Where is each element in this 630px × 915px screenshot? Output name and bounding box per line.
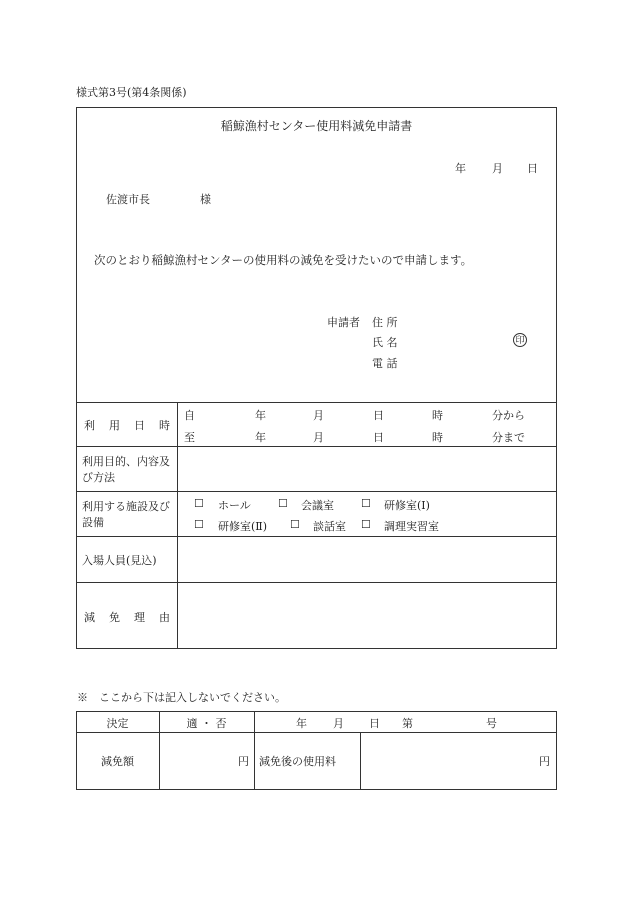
checkbox-training-room-1[interactable]: ☐ xyxy=(361,497,371,510)
date-month: 月 xyxy=(492,162,503,175)
from-day: 日 xyxy=(373,409,384,422)
from-year: 年 xyxy=(255,409,266,422)
to-hour: 時 xyxy=(432,431,443,444)
fee-after-yen: 円 xyxy=(539,755,550,768)
to-minute: 分まで xyxy=(492,431,525,444)
approve-reject: 適 ・ 否 xyxy=(186,717,227,730)
option-hall: ホール xyxy=(218,499,251,512)
checkbox-lounge[interactable]: ☐ xyxy=(290,518,300,531)
divider xyxy=(76,582,557,583)
to-day: 日 xyxy=(373,431,384,444)
checkbox-training-room-2[interactable]: ☐ xyxy=(194,518,204,531)
decision-month: 月 xyxy=(333,717,344,730)
use-datetime-label: 利用日時 xyxy=(84,419,184,432)
reduction-amount-label: 減免額 xyxy=(101,755,134,768)
divider xyxy=(76,491,557,492)
attendance-label: 入場人員(見込) xyxy=(82,554,157,567)
to-year: 年 xyxy=(255,431,266,444)
decision-label: 決定 xyxy=(106,717,129,730)
checkbox-hall[interactable]: ☐ xyxy=(194,497,204,510)
from-month: 月 xyxy=(313,409,324,422)
facilities-label: 利用する施設及び設備 xyxy=(82,500,170,529)
option-meeting-room: 会議室 xyxy=(301,499,334,512)
date-year: 年 xyxy=(455,162,466,175)
request-statement: 次のとおり稲鯨漁村センターの使用料の減免を受けたいので申請します。 xyxy=(94,253,473,267)
to-label: 至 xyxy=(184,431,195,444)
address-label: 住 所 xyxy=(372,316,398,329)
from-minute: 分から xyxy=(492,409,525,422)
option-lounge: 談話室 xyxy=(313,520,346,533)
from-label: 自 xyxy=(184,409,195,422)
reduction-yen: 円 xyxy=(238,755,249,768)
divider xyxy=(76,536,557,537)
column-divider xyxy=(360,732,361,790)
divider xyxy=(76,446,557,447)
purpose-label: 利用目的、内容及び方法 xyxy=(82,455,170,484)
from-hour: 時 xyxy=(432,409,443,422)
reason-label: 減免理由 xyxy=(84,611,184,624)
date-day: 日 xyxy=(527,162,538,175)
decision-year: 年 xyxy=(296,717,307,730)
divider xyxy=(76,402,557,403)
phone-label: 電 話 xyxy=(372,357,398,370)
office-use-note: ※ ここから下は記入しないでください。 xyxy=(77,691,286,704)
divider xyxy=(76,732,557,733)
checkbox-cooking-room[interactable]: ☐ xyxy=(361,518,371,531)
seal-mark: 印 xyxy=(513,333,527,347)
form-id: 様式第3号(第4条関係) xyxy=(76,86,187,99)
decision-day: 日 xyxy=(369,717,380,730)
checkbox-meeting-room[interactable]: ☐ xyxy=(278,497,288,510)
form-title: 稲鯨漁村センター使用料減免申請書 xyxy=(220,119,413,133)
decision-number-prefix: 第 xyxy=(402,717,413,730)
applicant-label: 申請者 xyxy=(327,316,360,329)
addressee-honorific: 様 xyxy=(200,193,211,206)
name-label: 氏 名 xyxy=(372,336,398,349)
decision-number-suffix: 号 xyxy=(486,717,497,730)
option-training-room-2: 研修室(Ⅱ) xyxy=(218,520,268,533)
option-cooking-room: 調理実習室 xyxy=(384,520,439,533)
column-divider xyxy=(254,711,255,790)
fee-after-reduction-label: 減免後の使用料 xyxy=(259,755,336,768)
to-month: 月 xyxy=(313,431,324,444)
addressee-name: 佐渡市長 xyxy=(106,193,150,206)
option-training-room-1: 研修室(Ⅰ) xyxy=(384,499,430,512)
